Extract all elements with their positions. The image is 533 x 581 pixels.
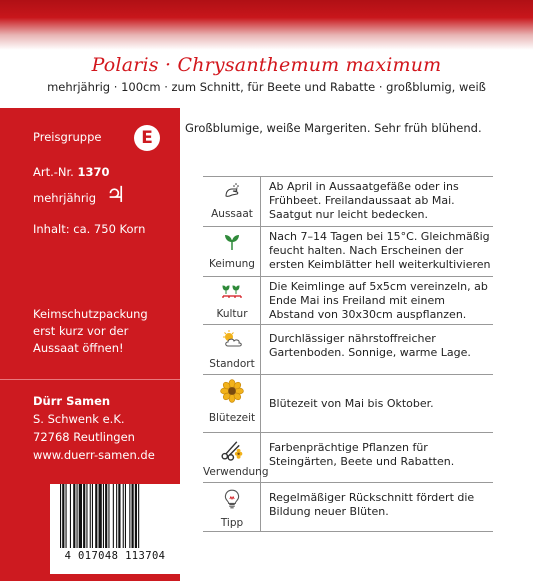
table-row	[203, 374, 493, 432]
table-row	[203, 324, 493, 374]
icon-cell	[203, 277, 261, 324]
barcode-bar	[90, 484, 91, 548]
row-label: Keimung	[209, 258, 255, 270]
barcode-bar	[79, 484, 82, 548]
barcode-bar	[113, 484, 114, 548]
barcode-bar	[92, 484, 93, 548]
seedling-row-icon	[222, 281, 242, 301]
perennial-symbol-icon: ♃	[106, 183, 126, 208]
barcode-bar	[103, 484, 104, 548]
seedling-icon	[222, 231, 242, 251]
icon-cell	[203, 375, 261, 432]
company-block	[33, 392, 155, 464]
barcode-bar	[83, 484, 85, 548]
panel-divider	[0, 379, 180, 380]
product-title: Polaris · Chrysanthemum maximum	[91, 54, 442, 76]
price-group-label: Preisgruppe	[33, 130, 102, 144]
row-label: Aussaat	[211, 208, 253, 220]
table-row	[203, 176, 493, 226]
barcode-bar	[135, 484, 137, 548]
perennial-label: mehrjährig	[33, 191, 97, 205]
table-row	[203, 482, 493, 532]
company-name: Dürr Samen	[33, 394, 111, 408]
barcode-bar	[138, 484, 139, 548]
barcode-bar	[118, 484, 120, 548]
row-label: Tipp	[220, 517, 244, 529]
germination-notice	[33, 306, 148, 357]
sowing-hand-icon	[222, 181, 242, 201]
company-website[interactable]: www.duerr-samen.de	[33, 448, 155, 462]
icon-cell	[203, 227, 261, 276]
row-label: Blütezeit	[208, 412, 256, 424]
row-label: Verwendung	[203, 466, 269, 478]
row-text: Durchlässiger nährstoffreicher Gartenboden. Sonnige, warme Lage.	[269, 332, 471, 359]
sun-cloud-icon	[218, 329, 246, 349]
barcode-bars	[60, 484, 173, 548]
header-band	[0, 0, 533, 50]
scissors-flower-icon	[220, 437, 244, 461]
table-row	[203, 226, 493, 276]
flower-icon	[220, 379, 244, 403]
notice-line: Keimschutzpackung	[33, 307, 148, 321]
row-text: Ab April in Aussaatgefäße oder ins Frühbeet. Freilandaussaat ab Mai. Saatgut nur leicht bedecken.	[269, 180, 459, 221]
barcode-bar	[60, 484, 61, 548]
barcode-bar	[70, 484, 71, 548]
row-text: Blütezeit von Mai bis Oktober.	[269, 397, 434, 410]
price-group-badge: E	[134, 125, 160, 151]
barcode-bar	[125, 484, 126, 548]
barcode-bar	[105, 484, 107, 548]
article-number-label: Art.-Nr.	[33, 165, 74, 179]
notice-line: Aussaat öffnen!	[33, 341, 124, 355]
icon-cell	[203, 325, 261, 374]
seed-content: Inhalt: ca. 750 Korn	[33, 222, 146, 236]
lightbulb-icon	[221, 487, 243, 511]
row-label: Kultur	[216, 308, 248, 320]
row-label: Standort	[209, 358, 255, 370]
barcode-bar	[116, 484, 117, 548]
table-row	[203, 432, 493, 482]
row-text: Regelmäßiger Rückschnitt fördert die Bildung neuer Blüten.	[269, 491, 475, 518]
company-owner: S. Schwenk e.K.	[33, 412, 125, 426]
row-text: Nach 7–14 Tagen bei 15°C. Gleichmäßig feucht halten. Nach Erscheinen der ersten Keimblätter hell weiterkultivieren	[269, 230, 491, 271]
icon-cell	[203, 433, 269, 482]
barcode-bar	[132, 484, 134, 548]
notice-line: erst kurz vor der	[33, 324, 129, 338]
barcode-bar	[73, 484, 75, 548]
icon-cell	[203, 177, 261, 226]
barcode-bar	[129, 484, 130, 548]
barcode-bar	[99, 484, 102, 548]
barcode-bar	[77, 484, 78, 548]
barcode-bar	[62, 484, 64, 548]
article-number-value: 1370	[77, 165, 110, 179]
icon-cell	[203, 483, 261, 531]
barcode-bar	[86, 484, 87, 548]
intro-text: Großblumige, weiße Margeriten. Sehr früh blühend.	[185, 121, 482, 135]
barcode-bar	[95, 484, 97, 548]
barcode	[50, 484, 180, 574]
company-city: 72768 Reutlingen	[33, 430, 135, 444]
barcode-bar	[66, 484, 67, 548]
barcode-digits: 4 017048 113704	[64, 550, 166, 562]
barcode-bar	[123, 484, 124, 548]
row-text: Farbenprächtige Pflanzen für Steingärten, Beete und Rabatten.	[269, 441, 455, 468]
product-subtitle: mehrjährig · 100cm · zum Schnitt, für Beete und Rabatte · großblumig, weiß	[47, 80, 486, 94]
article-number	[33, 165, 110, 179]
table-row	[203, 276, 493, 324]
barcode-bar	[108, 484, 109, 548]
row-text: Die Keimlinge auf 5x5cm vereinzeln, ab Ende Mai ins Freiland mit einem Abstand von 30x30cm auspflanzen.	[269, 280, 488, 321]
